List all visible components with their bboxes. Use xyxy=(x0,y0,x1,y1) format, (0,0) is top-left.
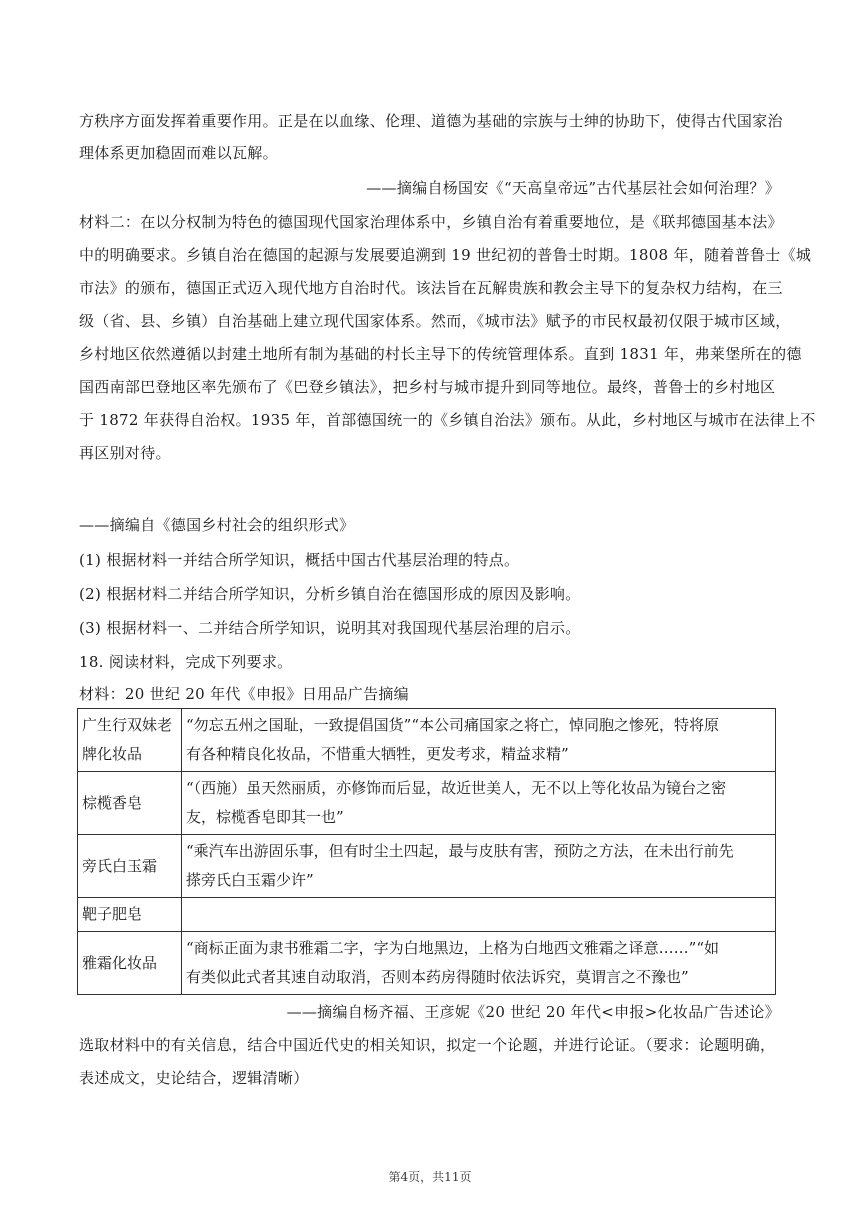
table-row xyxy=(78,835,776,898)
table-cell-ad-text: “商标正面为隶书雅霜二字，字为白地黑边，上格为白地西文雅霜之译意……”“如 有类似此式者其速自动取消，否则本药房得随时依法诉究，莫谓言之不豫也” xyxy=(182,932,776,995)
material2-line: 再区别对待。 xyxy=(79,444,171,462)
question-18-title: 18. 阅读材料，完成下列要求。 xyxy=(79,653,293,671)
material2-line: 国西南部巴登地区率先颁布了《巴登乡镇法》，把乡村与城市提升到同等地位。最终，普鲁士的乡村地区 xyxy=(79,378,776,396)
page-number: 第4页，共11页 xyxy=(388,1170,472,1184)
material2-line: 市法》的颁布，德国正式迈入现代地方自治时代。该法旨在瓦解贵族和教会主导下的复杂权力结构，在三 xyxy=(79,279,783,297)
table-cell-product: 雅霜化妆品 xyxy=(78,932,182,995)
table-cell-ad-text: “（西施）虽天然丽质，亦修饰而后显，故近世美人，无不以上等化妆品为镜台之密 友，棕榄香皂即其一也” xyxy=(182,772,776,835)
material2-line: 材料二：在以分权制为特色的德国现代国家治理体系中，乡镇自治有着重要地位，是《联邦德国基本法》 xyxy=(79,213,783,231)
table-cell-ad-text xyxy=(182,898,776,932)
table-cell-product: 靶子肥皂 xyxy=(78,898,182,932)
table-cell-ad-text: “勿忘五州之国耻，一致提倡国货”“本公司痛国家之将亡，悼同胞之惨死，特将原 有各种精良化妆品，不惜重大牺牲，更发考求，精益求精” xyxy=(182,709,776,772)
table-cell-product: 棕榄香皂 xyxy=(78,772,182,835)
material2-line: 乡村地区依然遵循以封建土地所有制为基础的村长主导下的传统管理体系。直到 1831 年，弗莱堡所在的德 xyxy=(79,345,802,363)
table-row xyxy=(78,898,776,932)
material1-line: 理体系更加稳固而难以瓦解。 xyxy=(79,144,278,162)
material1-line: 方秩序方面发挥着重要作用。正是在以血缘、伦理、道德为基础的宗族与士绅的协助下，使得古代国家治 xyxy=(79,112,783,130)
table-row xyxy=(78,709,776,772)
table-cell-product: 旁氏白玉霜 xyxy=(78,835,182,898)
question-1: (1) 根据材料一并结合所学知识，概括中国古代基层治理的特点。 xyxy=(79,551,520,569)
question-3: (3) 根据材料一、二并结合所学知识，说明其对我国现代基层治理的启示。 xyxy=(79,619,581,637)
question-2: (2) 根据材料二并结合所学知识，分析乡镇自治在德国形成的原因及影响。 xyxy=(79,585,581,603)
q18-prompt-line: 表述成文，史论结合，逻辑清晰） xyxy=(79,1069,309,1087)
material2-line: 于 1872 年获得自治权。1935 年，首部德国统一的《乡镇自治法》颁布。从此，乡村地区与城市在法律上不 xyxy=(79,411,816,429)
material1-source: ——摘编自杨国安《“天高皇帝远”古代基层社会如何治理？》 xyxy=(366,179,780,197)
material2-line: 中的明确要求。乡镇自治在德国的起源与发展要追溯到 19 世纪初的普鲁士时期。1808 年，随着普鲁士《城 xyxy=(79,246,812,264)
material2-line: 级（省、县、乡镇）自治基础上建立现代国家体系。然而，《城市法》赋予的市民权最初仅限于城市区域， xyxy=(79,312,791,330)
table-cell-ad-text: “乘汽车出游固乐事，但有时尘土四起，最与皮肤有害，预防之方法，在未出行前先 搽旁氏白玉霜少许” xyxy=(182,835,776,898)
advertisement-table xyxy=(77,708,776,995)
table-row xyxy=(78,932,776,995)
material-title: 材料：20 世纪 20 年代《申报》日用品广告摘编 xyxy=(79,685,409,703)
table-row xyxy=(78,772,776,835)
q18-prompt-line: 选取材料中的有关信息，结合中国近代史的相关知识，拟定一个论题，并进行论证。（要求：论题明确， xyxy=(79,1036,776,1054)
table-cell-product: 广生行双妹老 牌化妆品 xyxy=(78,709,182,772)
q18-source: ——摘编自杨齐福、王彦妮《20 世纪 20 年代<申报>化妆品广告述论》 xyxy=(286,1003,780,1021)
material2-source: ——摘编自《德国乡村社会的组织形式》 xyxy=(79,516,355,534)
